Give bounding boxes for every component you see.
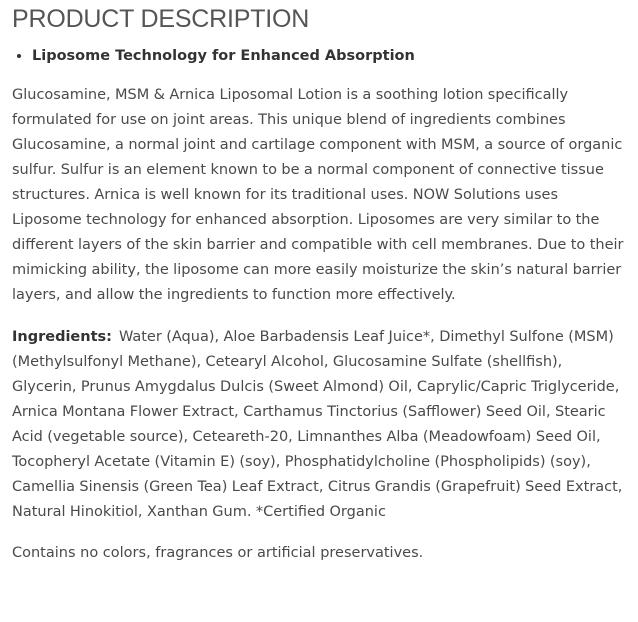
page-title: PRODUCT DESCRIPTION: [12, 5, 310, 33]
feature-bullet-item: • Liposome Technology for Enhanced Absorption: [32, 46, 626, 66]
ingredients-text: Water (Aqua), Aloe Barbadensis Leaf Juice*, Dimethyl Sulfone (MSM) (Methylsulfonyl Methane), Cetearyl Alcohol, Glucosamine Sulfate (shellfish), Glycerin, Prunus Amygdalus Dulcis (Sweet Almond) Oil, Caprylic/Capric Triglyceride, Arnica Montana Flower Extract, Carthamus Tinctorius (Safflower) Seed Oil, Stearic Acid (vegetable source), Ceteareth-20, Limnanthes Alba (Meadowfoam) Seed Oil, Tocopheryl Acetate (Vitamin E) (soy), Phosphatidylcholine (Phospholipids) (soy), Camellia Sinensis (Green Tea) Leaf Extract, Citrus Grandis (Grapefruit) Seed Extract, Natural Hinokitiol, Xanthan Gum. *Certified Organic: [12, 329, 623, 520]
preservatives-note: Contains no colors, fragrances or artificial preservatives.: [12, 545, 424, 561]
product-description-text: Glucosamine, MSM & Arnica Liposomal Lotion is a soothing lotion specifically formulated for use on joint areas. This unique blend of ingredients combines Glucosamine, a normal joint and cartilage component with MSM, a source of organic sulfur. Sulfur is an element known to be a normal component of connective tissue structures. Arnica is well known for its traditional uses. NOW Solutions uses Liposome technology for enhanced absorption. Liposomes are very similar to the different layers of the skin barrier and compatible with cell membranes. Due to their mimicking ability, the liposome can more easily moisturize the skin’s natural barrier layers, and allow the ingredients to function more effectively.: [12, 87, 624, 303]
ingredients-label: Ingredients:: [12, 329, 112, 345]
feature-bullet-list: [12, 46, 626, 66]
ingredients-paragraph: [12, 325, 626, 525]
